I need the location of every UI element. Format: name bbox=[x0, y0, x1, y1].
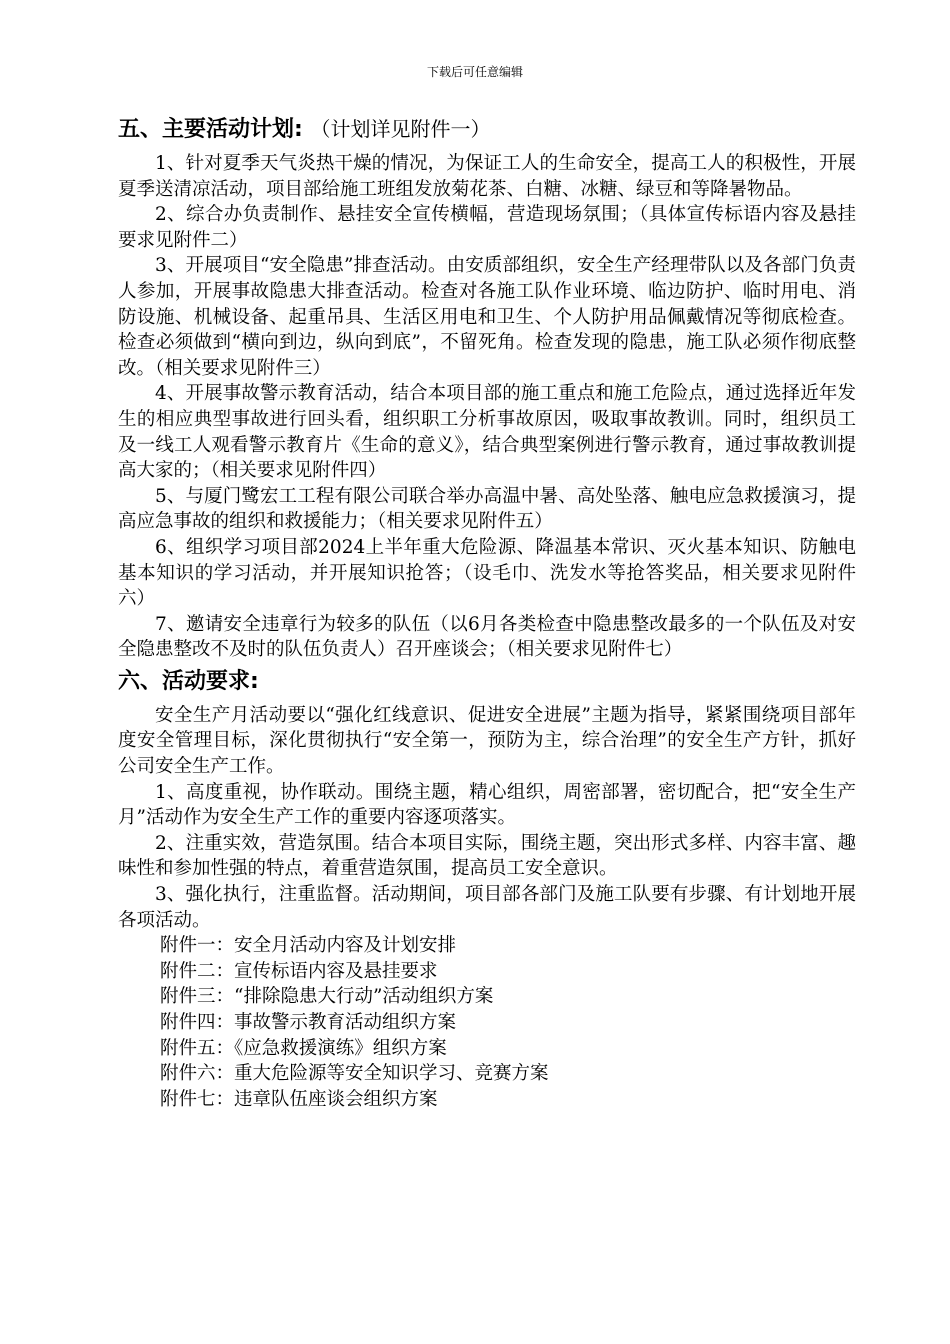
section6-paragraph: 安全生产月活动要以“强化红线意识、促进安全进展”主题为指导，紧紧围绕项目部年度安全管理目标，深化贯彻执行“安全第一，预防为主，综合治理”的安全生产方针，抓好公司安全生产工作。 bbox=[118, 704, 856, 778]
section6-title: 六、活动要求: bbox=[118, 668, 259, 694]
section5-paragraph: 2、综合办负责制作、悬挂安全宣传横幅，营造现场氛围；（具体宣传标语内容及悬挂要求见附件二） bbox=[118, 204, 856, 251]
section5-paragraph: 4、开展事故警示教育活动，结合本项目部的施工重点和施工危险点，通过选择近年发生的相应典型事故进行回头看，组织职工分析事故原因，吸取事故教训。同时，组织员工及一线工人观看警示教育片《生命的意义》，结合典型案例进行警示教育，通过事故教训提高大家的；（相关要求见附件四） bbox=[118, 383, 856, 482]
attachment-item: 附件二：宣传标语内容及悬挂要求 bbox=[160, 960, 438, 982]
section6-paragraph: 3、强化执行，注重监督。活动期间，项目部各部门及施工队要有步骤、有计划地开展各项活动。 bbox=[118, 884, 856, 931]
section5-paragraph: 6、组织学习项目部2024上半年重大危险源、降温基本常识、灭火基本知识、防触电基本知识的学习活动，并开展知识抢答；（设毛巾、洗发水等抢答奖品，相关要求见附件六） bbox=[118, 536, 856, 610]
attachment-item: 附件三：“排除隐患大行动”活动组织方案 bbox=[160, 986, 494, 1008]
section6-paragraph: 2、注重实效，营造氛围。结合本项目实际，围绕主题，突出形式多样、内容丰富、趣味性和参加性强的特点，着重营造氛围，提高员工安全意识。 bbox=[118, 832, 856, 880]
section5-title-note: （计划详见附件一） bbox=[310, 117, 491, 141]
attachment-item: 附件七：违章队伍座谈会组织方案 bbox=[160, 1088, 438, 1110]
section5-title: 五、主要活动计划: bbox=[118, 117, 303, 142]
section5-paragraph: 5、与厦门鹭宏工工程有限公司联合举办高温中暑、高处坠落、触电应急救援演习，提高应急事故的组织和救援能力；（相关要求见附件五） bbox=[118, 485, 856, 533]
document-body bbox=[118, 112, 856, 1112]
section5-paragraph: 1、针对夏季天气炎热干燥的情况，为保证工人的生命安全，提高工人的积极性，开展夏季送清凉活动，项目部给施工班组发放菊花茶、白糖、冰糖、绿豆和等降暑物品。 bbox=[118, 153, 856, 200]
header-note: 下载后可任意编辑 bbox=[426, 65, 523, 79]
section6-paragraph: 1、高度重视，协作联动。围绕主题，精心组织，周密部署，密切配合，把“安全生产月”活动作为安全生产工作的重要内容逐项落实。 bbox=[118, 781, 856, 829]
section6-heading bbox=[118, 665, 856, 699]
section5-paragraph: 3、开展项目“安全隐患”排查活动。由安质部组织，安全生产经理带队以及各部门负责人参加，开展事故隐患大排查活动。检查对各施工队作业环境、临边防护、临时用电、消防设施、机械设备、起重吊具、生活区用电和卫生、个人防护用品佩戴情况等彻底检查。检查必须做到“横向到边，纵向到底”，不留死角。检查发现的隐患，施工队必须作彻底整改。（相关要求见附件三） bbox=[118, 255, 856, 379]
attachment-item: 附件五：《应急救援演练》组织方案 bbox=[160, 1037, 447, 1059]
section5-heading bbox=[118, 112, 856, 147]
attachment-item: 附件六：重大危险源等安全知识学习、竞赛方案 bbox=[160, 1063, 549, 1085]
attachment-item: 附件一：安全月活动内容及计划安排 bbox=[160, 935, 457, 957]
section5-paragraph: 7、邀请安全违章行为较多的队伍（以6月各类检查中隐患整改最多的一个队伍及对安全隐患整改不及时的队伍负责人）召开座谈会；（相关要求见附件七） bbox=[118, 613, 856, 661]
attachment-item: 附件四：事故警示教育活动组织方案 bbox=[160, 1012, 457, 1033]
